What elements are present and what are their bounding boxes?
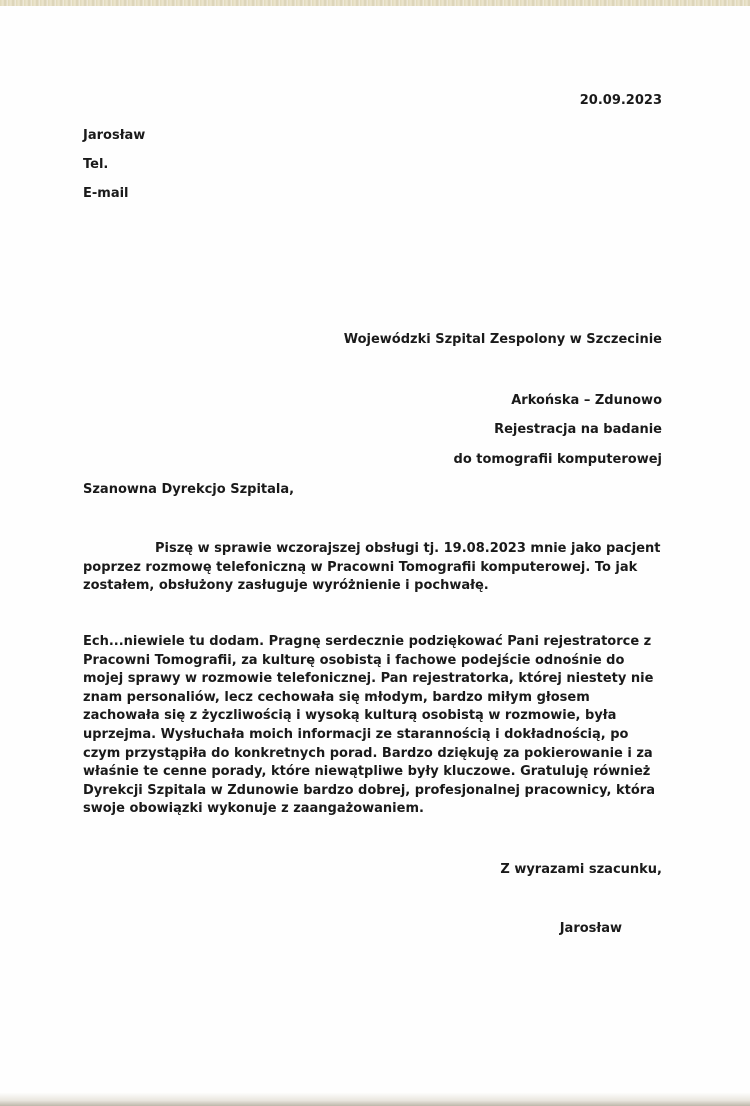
body-paragraph-1: Piszę w sprawie wczorajszej obsługi tj. 19.08.2023 mnie jako pacjent poprzez rozmowę telefoniczną w Pracowni Tomografii komputerowej. To jak zostałem, obsłużony zasługuje wyróżnienie i pochwałę.	[83, 541, 661, 594]
closing: Z wyrazami szacunku,	[500, 862, 662, 877]
sender-email-label: E-mail	[83, 186, 129, 201]
recipient-line-1: Wojewódzki Szpital Zespolony w Szczecinie	[343, 332, 662, 347]
scan-edge-bottom	[0, 1092, 750, 1106]
sender-phone-label: Tel.	[83, 157, 109, 172]
body-paragraph-2: Ech...niewiele tu dodam. Pragnę serdecznie podziękować Pani rejestratorce z Pracowni Tomografii, za kulturę osobistą i fachowe podejście odnośnie do mojej sprawy w rozmowie telefonicznej. Pan rejestratorka, której niestety nie znam personaliów, lecz cechowała się młodym, bardzo miłym głosem zachowała się z życzliwością i wysoką kulturą osobistą w rozmowie, była uprzejma. Wysłuchała moich informacji ze starannością i dokładnością, po czym przystąpiła do konkretnych porad. Bardzo dziękuję za pokierowanie i za właśnie te cenne porady, które niewątpliwe były kluczowe. Gratuluję również Dyrekcji Szpitala w Zdunowie bardzo dobrej, profesjonalnej pracownicy, która swoje obowiązki wykonuje z zaangażowaniem.	[83, 634, 655, 817]
signature: Jarosław	[559, 921, 622, 936]
recipient-line-4: do tomografii komputerowej	[453, 452, 662, 467]
recipient-line-2: Arkońska – Zdunowo	[511, 393, 662, 408]
letter-date: 20.09.2023	[579, 93, 662, 108]
salutation: Szanowna Dyrekcjo Szpitala,	[83, 482, 295, 497]
scan-edge-top	[0, 0, 750, 6]
sender-name: Jarosław	[83, 128, 146, 143]
recipient-line-3: Rejestracja na badanie	[494, 422, 662, 437]
